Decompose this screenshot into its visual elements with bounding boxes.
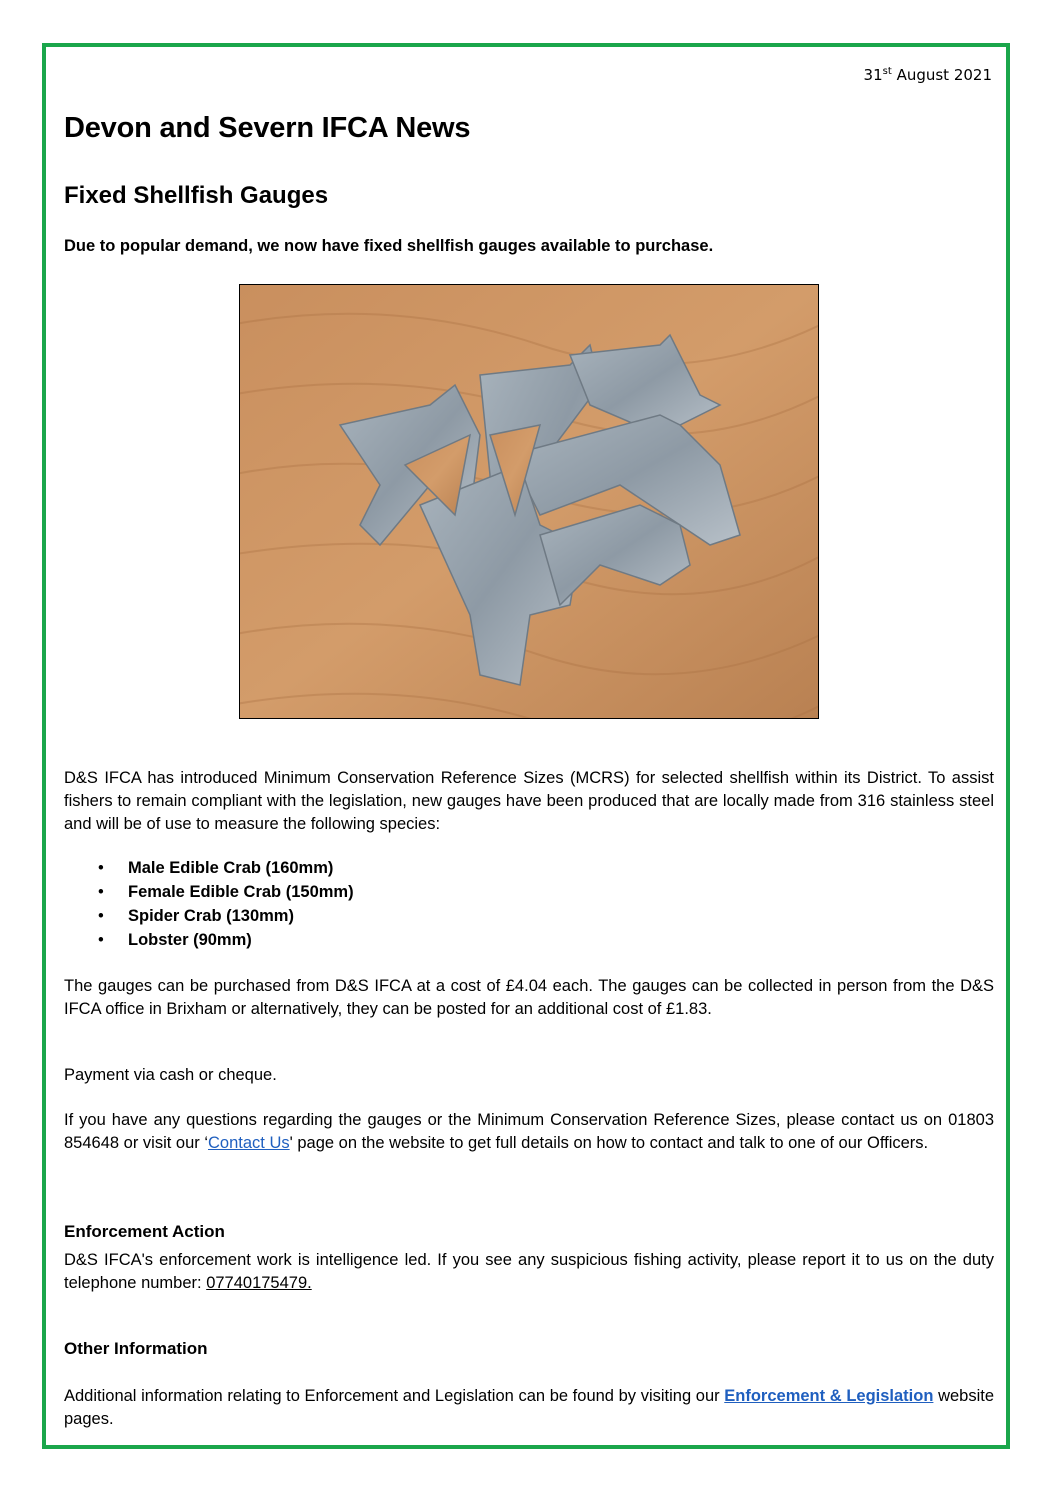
intro-text: Due to popular demand, we now have fixed shellfish gauges available to purchase.	[64, 237, 714, 255]
paragraph-questions: If you have any questions regarding the gauges or the Minimum Conservation Reference Sizes, please contact us on 01803 854648 or visit our ‘Contact Us' page on the website to get full details on how to contact and talk to one of our Officers.	[64, 1111, 994, 1152]
section-title: Fixed Shellfish Gauges	[64, 182, 329, 209]
document-date: 31st August 2021	[863, 66, 992, 84]
contact-us-link[interactable]: Contact Us	[208, 1134, 290, 1152]
shellfish-gauges-photo	[239, 284, 819, 719]
species-list	[64, 856, 354, 952]
paragraph-enforcement: D&S IFCA's enforcement work is intelligence led. If you see any suspicious fishing activity, please report it to us on the duty telephone number: 07740175479.	[64, 1251, 994, 1292]
list-item: • Lobster (90mm)	[98, 931, 252, 949]
paragraph-payment: Payment via cash or cheque.	[64, 1066, 277, 1084]
duty-phone-number: 07740175479.	[206, 1274, 312, 1292]
list-item: • Female Edible Crab (150mm)	[98, 883, 354, 901]
enforcement-heading: Enforcement Action	[64, 1222, 225, 1241]
enforcement-legislation-link[interactable]: Enforcement & Legislation	[724, 1387, 934, 1405]
page-title: Devon and Severn IFCA News	[64, 112, 471, 144]
paragraph-mcrs: D&S IFCA has introduced Minimum Conservation Reference Sizes (MCRS) for selected shellfish within its District. To assist fishers to remain compliant with the legislation, new gauges have been produced that are locally made from 316 stainless steel and will be of use to measure the following species:	[64, 769, 994, 833]
other-info-heading: Other Information	[64, 1339, 208, 1358]
paragraph-purchase: The gauges can be purchased from D&S IFCA at a cost of £4.04 each. The gauges can be collected in person from the D&S IFCA office in Brixham or alternatively, they can be posted for an additional cost of £1.83.	[64, 977, 994, 1018]
list-item: • Spider Crab (130mm)	[98, 907, 294, 925]
list-item: • Male Edible Crab (160mm)	[98, 859, 334, 877]
paragraph-other: Additional information relating to Enforcement and Legislation can be found by visiting our Enforcement & Legislation website pages.	[64, 1387, 995, 1428]
